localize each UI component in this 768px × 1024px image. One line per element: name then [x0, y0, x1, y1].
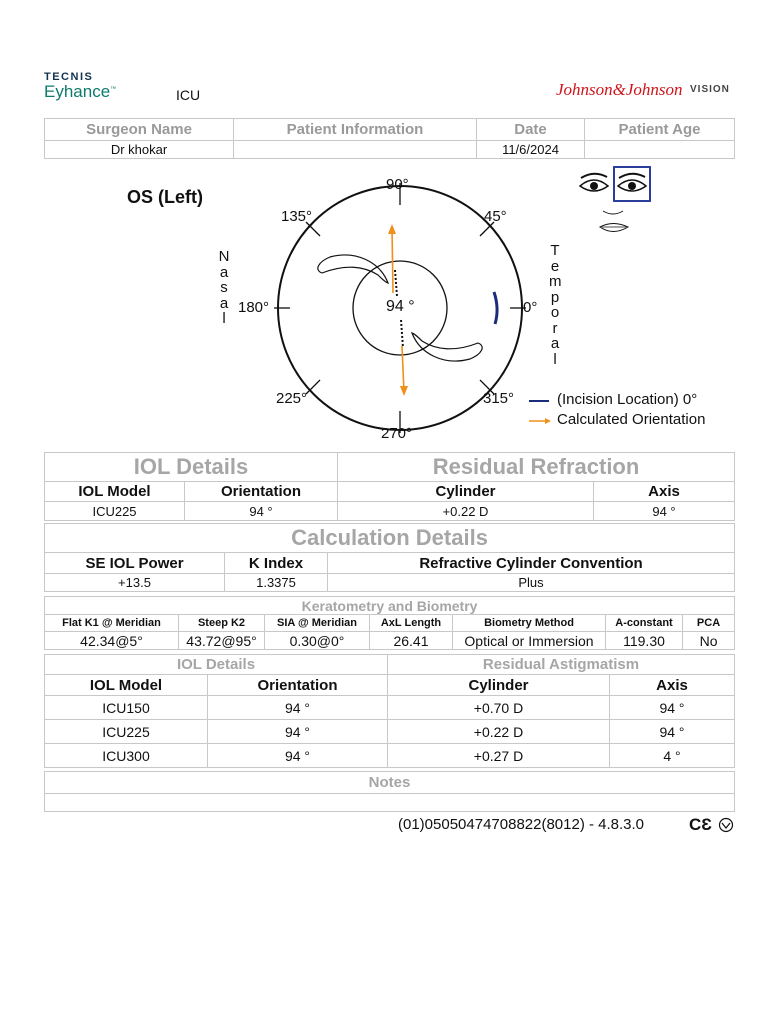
- cell-orientation: 94 °: [208, 696, 388, 720]
- value-orientation: 94 °: [185, 502, 338, 521]
- orientation-arrow-upper: [392, 228, 393, 293]
- iol-options-title: IOL Details: [45, 655, 388, 675]
- calculation-details-title: Calculation Details: [45, 524, 735, 553]
- angle-90: 90°: [386, 176, 409, 193]
- value-se-iol-power: +13.5: [45, 574, 225, 592]
- angle-270: 270°: [381, 425, 413, 442]
- header-pca: PCA: [683, 615, 735, 632]
- angle-315: 315°: [483, 390, 515, 407]
- value-date: 11/6/2024: [477, 141, 585, 159]
- table-row: [45, 744, 735, 768]
- keratometry-biometry-title: Keratometry and Biometry: [45, 597, 735, 615]
- value-cylinder-convention: Plus: [328, 574, 735, 592]
- haptic-lower: [412, 333, 482, 361]
- center-orientation-value: 94 °: [386, 298, 415, 315]
- nasal-label: N a s a l: [218, 248, 230, 327]
- haptic-upper: [318, 255, 388, 283]
- company-vision-label: VISION: [690, 84, 730, 95]
- iol-details-title: IOL Details: [45, 453, 338, 482]
- product-label: ICU: [176, 87, 201, 103]
- header-biometry-method: Biometry Method: [453, 615, 606, 632]
- header-sia: SIA @ Meridian: [265, 615, 370, 632]
- header-k-index: K Index: [225, 553, 328, 574]
- angle-0: 0°: [523, 299, 538, 316]
- header-iol-model: IOL Model: [45, 482, 185, 502]
- calculation-table: [44, 523, 735, 592]
- cell-cylinder: +0.22 D: [388, 720, 610, 744]
- certification-icon: [718, 817, 734, 833]
- header-axl-length: AxL Length: [370, 615, 453, 632]
- legend-incision-label: (Incision Location) 0°: [557, 391, 698, 408]
- cell-orientation: 94 °: [208, 720, 388, 744]
- company-logo: Johnson&Johnson: [556, 80, 683, 99]
- notes-table: [44, 771, 735, 812]
- incision-mark: [494, 292, 497, 324]
- cell-iol-model: ICU300: [45, 744, 208, 768]
- value-surgeon-name: Dr khokar: [45, 141, 234, 159]
- cell-axis: 94 °: [610, 696, 735, 720]
- header-cylinder: Cylinder: [388, 675, 610, 696]
- eye-right-icon: [580, 174, 608, 191]
- footer-code: (01)05050474708822(8012) - 4.8.3.0: [398, 816, 645, 833]
- residual-astigmatism-title: Residual Astigmatism: [388, 655, 735, 675]
- header-surgeon-name: Surgeon Name: [45, 119, 234, 141]
- angle-45: 45°: [484, 208, 507, 225]
- angle-135: 135°: [281, 208, 313, 225]
- eye-side-label: OS (Left): [127, 187, 203, 207]
- cell-orientation: 94 °: [208, 744, 388, 768]
- header-steep-k2: Steep K2: [179, 615, 265, 632]
- eye-left-icon: [618, 174, 646, 191]
- header-iol-model: IOL Model: [45, 675, 208, 696]
- value-a-constant: 119.30: [606, 632, 683, 650]
- header-date: Date: [477, 119, 585, 141]
- value-steep-k2: 43.72@95°: [179, 632, 265, 650]
- notes-text: [45, 794, 735, 812]
- cell-cylinder: +0.70 D: [388, 696, 610, 720]
- header-cylinder: Cylinder: [338, 482, 594, 502]
- value-axis: 94 °: [594, 502, 735, 521]
- value-k-index: 1.3375: [225, 574, 328, 592]
- axis-mark-upper: [395, 270, 397, 296]
- header-patient-age: Patient Age: [585, 119, 735, 141]
- cell-iol-model: ICU225: [45, 720, 208, 744]
- iol-options-table: [44, 654, 735, 768]
- ce-mark-icon: CƐ: [689, 815, 712, 834]
- value-flat-k1: 42.34@5°: [45, 632, 179, 650]
- brand-tecnis-logo: TECNIS: [44, 71, 94, 83]
- cell-axis: 4 °: [610, 744, 735, 768]
- value-sia: 0.30@0°: [265, 632, 370, 650]
- cell-cylinder: +0.27 D: [388, 744, 610, 768]
- header-cylinder-convention: Refractive Cylinder Convention: [328, 553, 735, 574]
- header-orientation: Orientation: [208, 675, 388, 696]
- value-iol-model: ICU225: [45, 502, 185, 521]
- temporal-label: T e m p o r a l: [549, 242, 562, 368]
- legend-orientation-label: Calculated Orientation: [557, 411, 706, 428]
- keratometry-table: [44, 596, 735, 650]
- iol-residual-table: [44, 452, 735, 521]
- value-pca: No: [683, 632, 735, 650]
- header-se-iol-power: SE IOL Power: [45, 553, 225, 574]
- table-row: [45, 720, 735, 744]
- face-icon: [600, 211, 628, 232]
- angle-225: 225°: [276, 390, 308, 407]
- value-biometry-method: Optical or Immersion: [453, 632, 606, 650]
- cell-axis: 94 °: [610, 720, 735, 744]
- notes-title: Notes: [45, 772, 735, 794]
- header-axis: Axis: [594, 482, 735, 502]
- table-row: [45, 696, 735, 720]
- header-orientation: Orientation: [185, 482, 338, 502]
- value-axl-length: 26.41: [370, 632, 453, 650]
- residual-refraction-title: Residual Refraction: [338, 453, 735, 482]
- axis-mark-lower: [401, 320, 403, 348]
- header-a-constant: A-constant: [606, 615, 683, 632]
- brand-eyhance-logo: Eyhance™: [44, 82, 117, 101]
- cell-iol-model: ICU150: [45, 696, 208, 720]
- value-cylinder: +0.22 D: [338, 502, 594, 521]
- header-patient-information: Patient Information: [234, 119, 477, 141]
- orientation-arrow-lower: [402, 346, 404, 392]
- header-flat-k1: Flat K1 @ Meridian: [45, 615, 179, 632]
- header-axis: Axis: [610, 675, 735, 696]
- angle-180: 180°: [238, 299, 270, 316]
